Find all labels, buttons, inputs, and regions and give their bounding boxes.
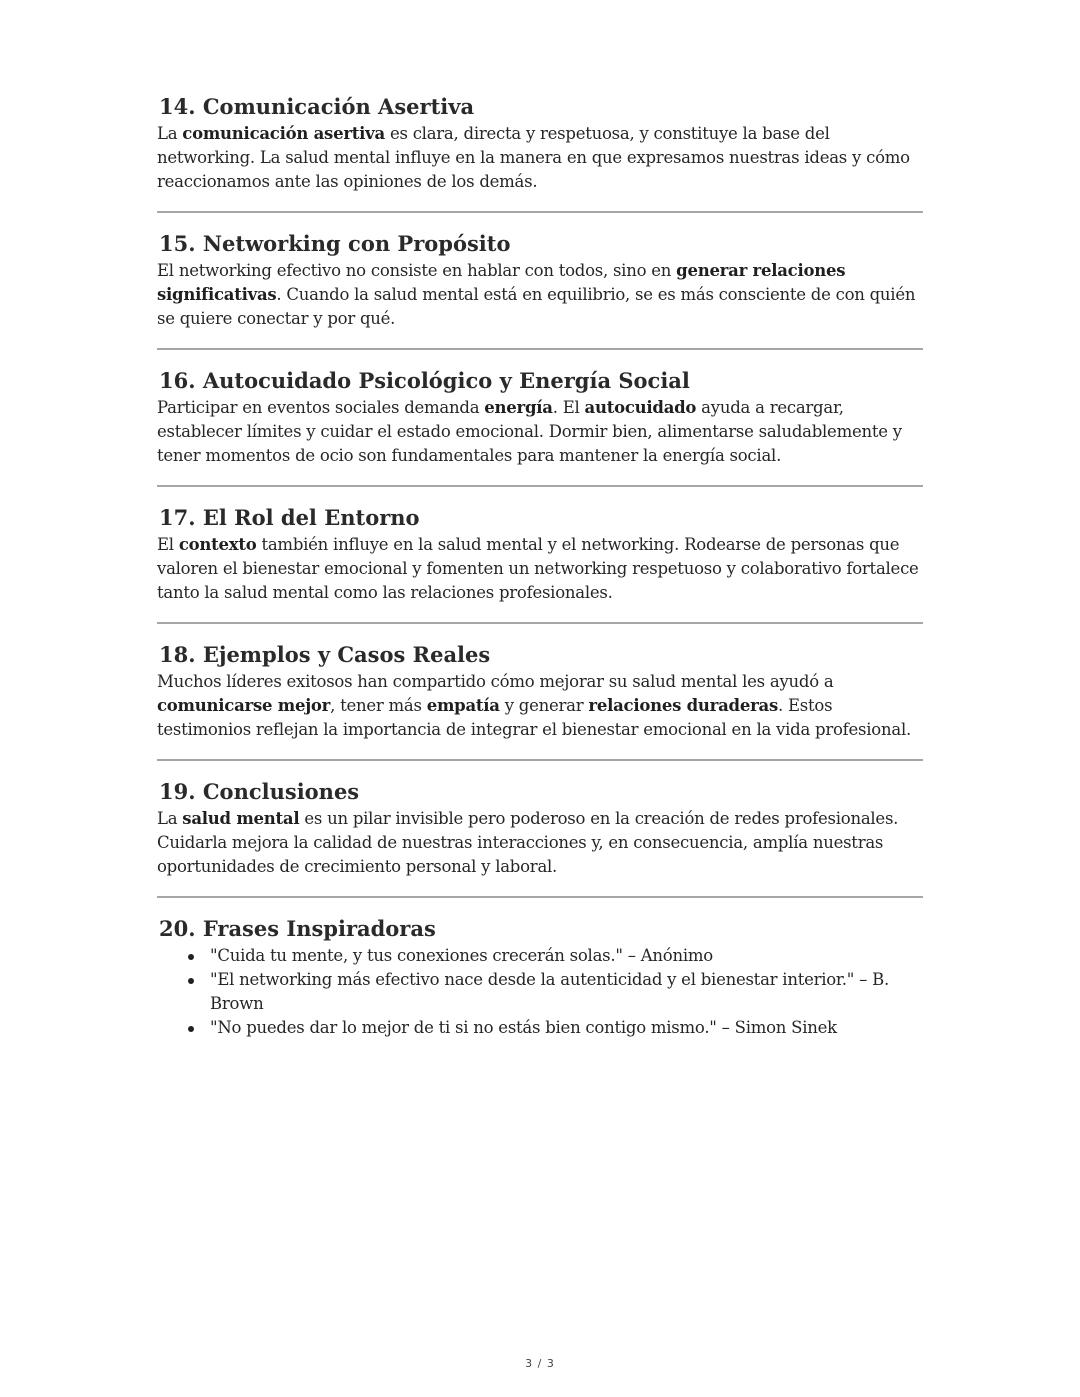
section-title: 16. Autocuidado Psicológico y Energía Social [159, 368, 690, 393]
emphasis-text: energía [484, 398, 553, 417]
section-title: 20. Frases Inspiradoras [159, 916, 436, 941]
section-ejemplos-casos-reales [157, 640, 923, 742]
section-body: El contexto también influye en la salud mental y el networking. Rodearse de personas que valoren el bienestar emocional y fomenten un networking respetuoso y colaborativo fortalece tanto la salud mental como las relaciones profesionales. [157, 535, 919, 602]
quote-item: "Cuida tu mente, y tus conexiones crecerán solas." – Anónimo [210, 944, 923, 968]
divider [157, 622, 923, 624]
divider [157, 348, 923, 350]
divider [157, 896, 923, 898]
section-comunicacion-asertiva [157, 92, 923, 194]
divider [157, 211, 923, 213]
section-title: 18. Ejemplos y Casos Reales [159, 642, 491, 667]
section-autocuidado-psicologico [157, 366, 923, 468]
section-title: 14. Comunicación Asertiva [159, 94, 475, 119]
section-body: Participar en eventos sociales demanda energía. El autocuidado ayuda a recargar, establecer límites y cuidar el estado emocional. Dormir bien, alimentarse saludablemente y tener momentos de ocio son fundamentales para mantener la energía social. [157, 398, 902, 465]
emphasis-text: relaciones duraderas [588, 696, 778, 715]
emphasis-text: salud mental [182, 809, 300, 828]
section-frases-inspiradoras [157, 914, 923, 1040]
emphasis-text: comunicarse mejor [157, 696, 331, 715]
section-body: La salud mental es un pilar invisible pero poderoso en la creación de redes profesionales. Cuidarla mejora la calidad de nuestras interacciones y, en consecuencia, amplía nuestras oportunidades de crecimiento personal y laboral. [157, 809, 899, 876]
section-rol-del-entorno [157, 503, 923, 605]
section-networking-con-proposito [157, 229, 923, 331]
emphasis-text: autocuidado [584, 398, 697, 417]
emphasis-text: empatía [426, 696, 500, 715]
section-body: El networking efectivo no consiste en hablar con todos, sino en generar relaciones significativas. Cuando la salud mental está en equilibrio, se es más consciente de con quién se quiere conectar y por qué. [157, 261, 916, 328]
section-body: Muchos líderes exitosos han compartido cómo mejorar su salud mental les ayudó a comunicarse mejor, tener más empatía y generar relaciones duraderas. Estos testimonios reflejan la importancia de integrar el bienestar emocional en la vida profesional. [157, 672, 911, 739]
quote-item: "El networking más efectivo nace desde la autenticidad y el bienestar interior." – B. Brown [210, 968, 923, 1016]
section-title: 19. Conclusiones [159, 779, 360, 804]
document-page [157, 92, 923, 1040]
quotes-list [157, 944, 923, 1040]
section-title: 17. El Rol del Entorno [159, 505, 420, 530]
section-conclusiones [157, 777, 923, 879]
emphasis-text: generar relaciones significativas [157, 261, 846, 304]
quote-item: "No puedes dar lo mejor de ti si no estás bien contigo mismo." – Simon Sinek [210, 1016, 923, 1040]
emphasis-text: comunicación asertiva [182, 124, 385, 143]
divider [157, 759, 923, 761]
section-title: 15. Networking con Propósito [159, 231, 511, 256]
page-number: 3 / 3 [525, 1357, 555, 1370]
emphasis-text: contexto [178, 535, 257, 554]
divider [157, 485, 923, 487]
section-body: La comunicación asertiva es clara, directa y respetuosa, y constituye la base del networking. La salud mental influye en la manera en que expresamos nuestras ideas y cómo reaccionamos ante las opiniones de los demás. [157, 124, 910, 191]
